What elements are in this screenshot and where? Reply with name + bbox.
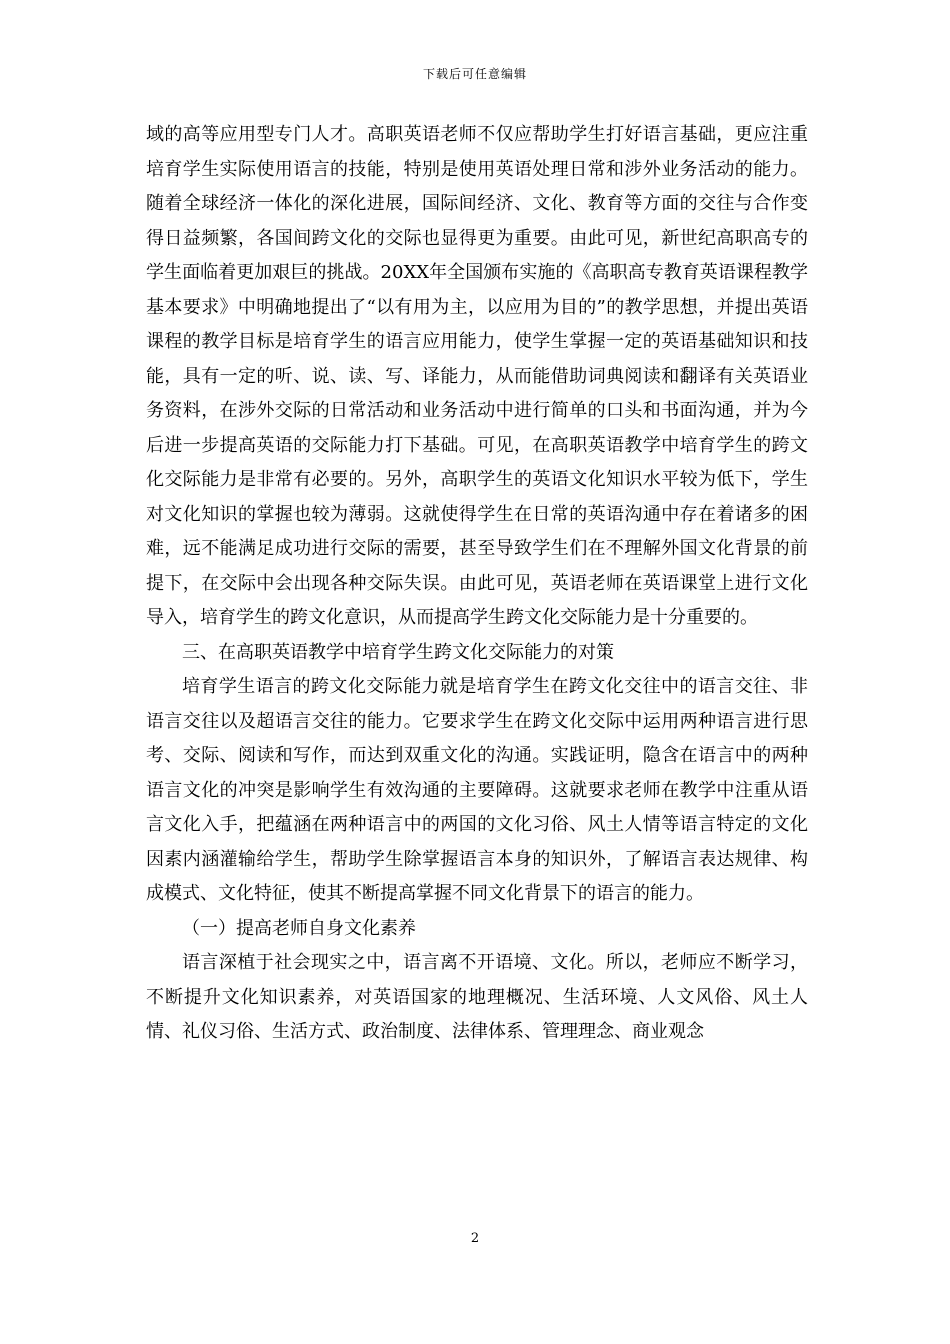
paragraph: 培育学生语言的跨文化交际能力就是培育学生在跨文化交往中的语言交往、非语言交往以及超语言交往的能力。它要求学生在跨文化交际中运用两种语言进行思考、交际、阅读和写作，而达到双重文化的沟通。实践证明，隐含在语言中的两种语言文化的冲突是影响学生有效沟通的主要障碍。这就要求老师在教学中注重从语言文化入手，把蕴涵在两种语言中的两国的文化习俗、风土人情等语言特定的文化因素内涵灌输给学生，帮助学生除掌握语言本身的知识外，了解语言表达规律、构成模式、文化特征，使其不断提高掌握不同文化背景下的语言的能力。 <box>146 676 808 904</box>
page-number: 2 <box>470 1231 480 1246</box>
paragraph: 语言深植于社会现实之中，语言离不开语境、文化。所以，老师应不断学习，不断提升文化知识素养，对英语国家的地理概况、生活环境、人文风俗、风土人情、礼仪习俗、生活方式、政治制度、法律体系、管理理念、商业观念 <box>146 952 808 1042</box>
paragraph-continued: 域的高等应用型专门人才。高职英语老师不仅应帮助学生打好语言基础，更应注重培育学生实际使用语言的技能，特别是使用英语处理日常和涉外业务活动的能力。随着全球经济一体化的深化进展，国际间经济、文化、教育等方面的交往与合作变得日益频繁，各国间跨文化的交际也显得更为重要。由此可见，新世纪高职高专的学生面临着更加艰巨的挑战。20XX年全国颁布实施的《高职高专教育英语课程教学基本要求》中明确地提出了“以有用为主，以应用为目的”的教学思想，并提出英语课程的教学目标是培育学生的语言应用能力，使学生掌握一定的英语基础知识和技能，具有一定的听、说、读、写、译能力，从而能借助词典阅读和翻译有关英语业务资料，在涉外交际的日常活动和业务活动中进行简单的口头和书面沟通，并为今后进一步提高英语的交际能力打下基础。可见，在高职英语教学中培育学生的跨文化交际能力是非常有必要的。另外，高职学生的英语文化知识水平较为低下，学生对文化知识的掌握也较为薄弱。这就使得学生在日常的英语沟通中存在着诸多的困难，远不能满足成功进行交际的需要，甚至导致学生们在不理解外国文化背景的前提下，在交际中会出现各种交际失误。由此可见，英语老师在英语课堂上进行文化导入，培育学生的跨文化意识，从而提高学生跨文化交际能力是十分重要的。 <box>146 124 808 628</box>
section-heading: 三、在高职英语教学中培育学生跨文化交际能力的对策 <box>182 641 614 663</box>
document-body <box>146 118 808 1050</box>
subsection-heading: （一）提高老师自身文化素养 <box>182 917 416 939</box>
page-header: 下载后可任意编辑 <box>422 67 527 81</box>
